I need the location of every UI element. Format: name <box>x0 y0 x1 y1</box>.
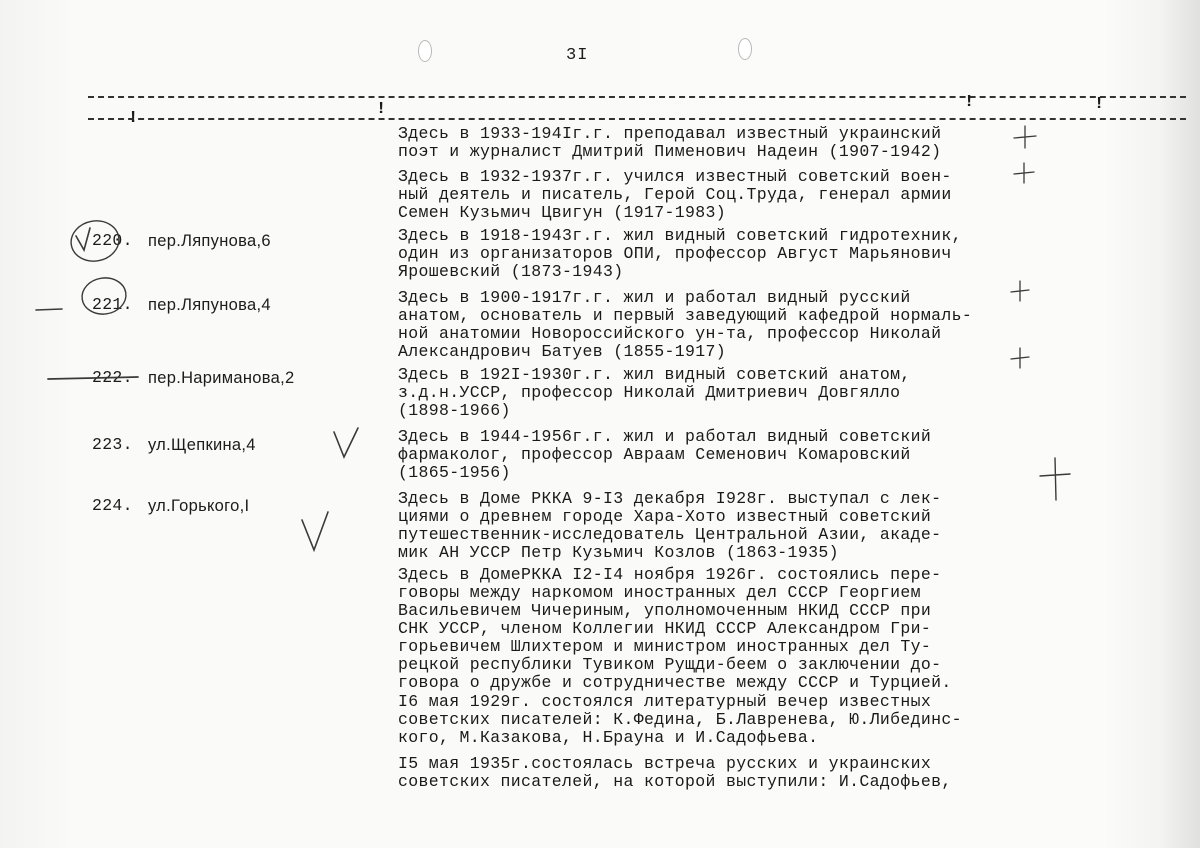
entry-text: Здесь в 1944-1956г.г. жил и работал видный советский фармаколог, профессор Авраам Семенович Комаровский (1865-1956) <box>398 427 932 482</box>
entry-text: Здесь в 192I-1930г.г. жил видный советский анатом, з.д.н.УССР, профессор Николай Дмитриевич Довгялло (1898-1966) <box>398 365 911 420</box>
page-number: 3I <box>566 46 589 65</box>
column-separator: ! <box>128 109 139 128</box>
check-mark <box>334 428 358 457</box>
entry-number: 223. <box>92 435 133 454</box>
entry-text: Здесь в ДомеРККА I2-I4 ноября 1926г. состоялись пере- говоры между наркомом иностранных дел СССР Георгием Васильевичем Чичериным, уполномоченным НКИД СССР при СНК УССР, членом Коллегии НКИД СССР Александром Гри- горьевичем Шлихтером и министром иностранных дел Ту- рецкой республики Тувиком Рущди-беем о заключении до- говора о дружбе и сотрудничестве между СССР и Турцией. <box>398 565 952 692</box>
plus-mark <box>1014 163 1034 183</box>
entry-text: Здесь в 1900-1917г.г. жил и работал видный русский анатом, основатель и первый заведующий кафедрой нормаль- ной анатомии Новороссийского ун-та, профессор Николай Александрович Батуев (1855-1917) <box>398 288 973 361</box>
circle-mark-220 <box>68 217 122 265</box>
plus-mark <box>1040 458 1070 500</box>
dash-mark <box>36 309 62 310</box>
plus-mark <box>1011 281 1029 301</box>
entry-text: Здесь в Доме РККА 9-I3 декабря I928г. выступал с лек- циями о древнем городе Хара-Хото известный советский путешественник-исследователь Центральной Азии, акаде- мик АН УССР Петр Кузьмич Козлов (1863-1935) <box>398 489 942 562</box>
entry-text: Здесь в 1918-1943г.г. жил видный советский гидротехник, один из организаторов ОПИ, профессор Август Марьянович Ярошевский (1873-1943) <box>398 226 962 281</box>
check-mark <box>302 512 328 550</box>
entry-address: пер.Ляпунова,6 <box>148 232 271 250</box>
plus-mark <box>1014 126 1036 148</box>
entry-text: Здесь в 1933-194Iг.г. преподавал известный украинский поэт и журналист Дмитрий Пименович Надеин (1907-1942) <box>398 124 942 161</box>
entry-number: 222. <box>92 368 133 387</box>
column-separator: ! <box>376 100 387 119</box>
circle-mark-221 <box>80 275 129 317</box>
entry-text: I5 мая 1935г.состоялась встреча русских и украинских советских писателей, на которой выступили: И.Садофьев, <box>398 754 952 791</box>
entry-number: 220. <box>92 231 133 250</box>
entry-address: ул.Щепкина,4 <box>148 436 256 454</box>
plus-mark <box>1011 348 1029 368</box>
entry-text: I6 мая 1929г. состоялся литературный вечер известных советских писателей: К.Федина, Б.Лавренева, Ю.Либединс- кого, М.Казакова, Н.Брауна и И.Садофьева. <box>398 692 962 747</box>
entry-address: пер.Ляпунова,4 <box>148 296 271 314</box>
entry-number: 224. <box>92 496 133 515</box>
entry-address: ул.Горького,I <box>148 497 250 515</box>
entry-text: Здесь в 1932-1937г.г. учился известный советский воен- ный деятель и писатель, Герой Соц.Труда, генерал армии Семен Кузьмич Цвигун (1917-1983) <box>398 167 952 222</box>
entry-number: 221. <box>92 295 133 314</box>
strike-mark <box>48 377 138 379</box>
entry-address: пер.Нариманова,2 <box>148 369 295 387</box>
column-separator: ! <box>964 93 975 112</box>
column-separator: ! <box>1094 95 1105 114</box>
check-mark <box>76 228 90 250</box>
